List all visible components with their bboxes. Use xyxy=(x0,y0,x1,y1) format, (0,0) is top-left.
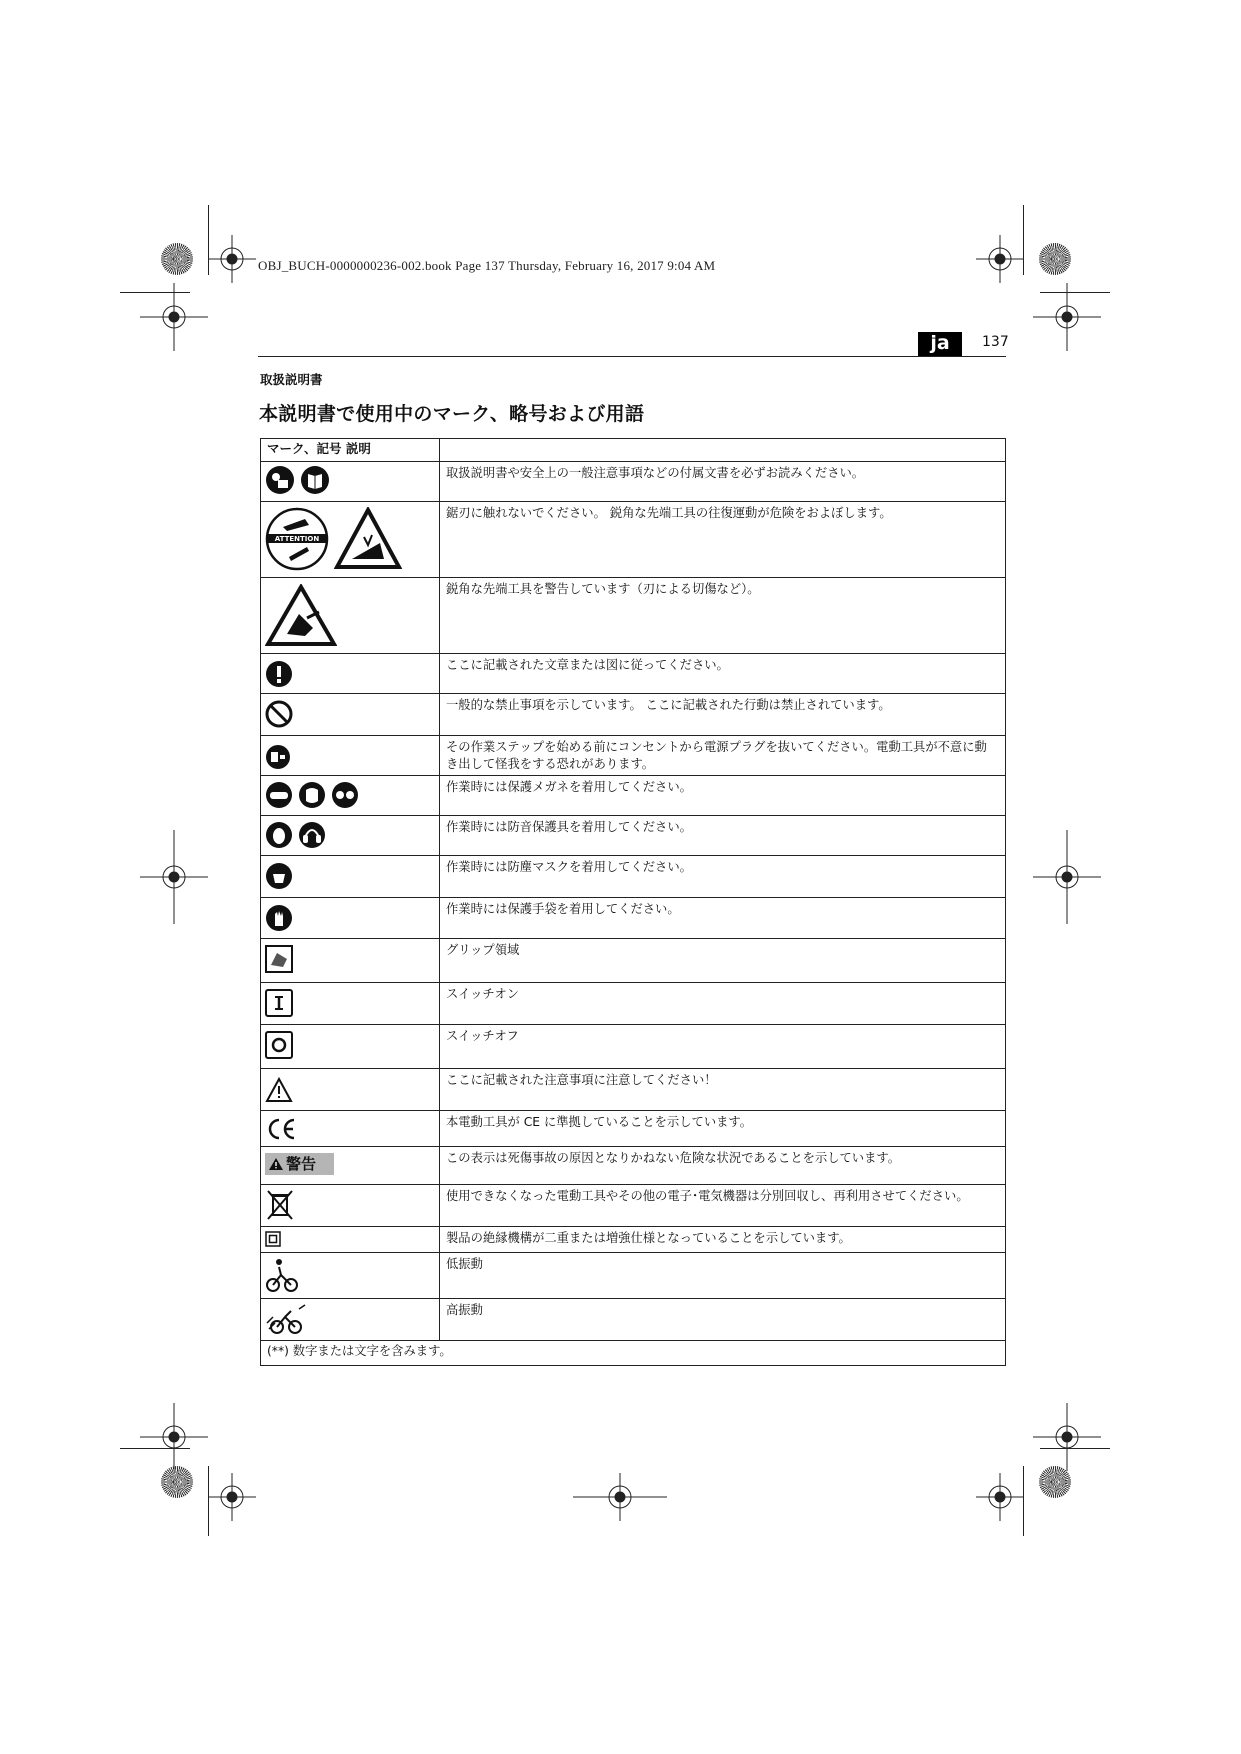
mandatory-exclamation-icon xyxy=(265,660,293,688)
table-row xyxy=(261,1253,1006,1299)
column-header: マーク、記号 説明 xyxy=(261,439,440,462)
row-description: 作業時には防音保護具を着用してください。 xyxy=(440,816,1006,856)
goggles-icon xyxy=(265,781,293,809)
weee-bin-icon xyxy=(265,1189,295,1221)
switch-off-icon xyxy=(265,1031,293,1059)
attention-blade-icon xyxy=(265,507,329,571)
grip-area-icon xyxy=(265,945,293,973)
caution-triangle-icon xyxy=(265,1077,293,1103)
read-manual-icon xyxy=(265,465,295,495)
table-footnote-row xyxy=(261,1341,1006,1366)
table-row xyxy=(261,898,1006,939)
language-tab: ja xyxy=(918,332,962,356)
warning-signal-word-icon xyxy=(265,1153,334,1175)
page-title: 本説明書で使用中のマーク、略号および用語 xyxy=(259,403,645,425)
page-number: 137 xyxy=(982,334,1009,350)
table-row xyxy=(261,694,1006,736)
table-row xyxy=(261,1299,1006,1341)
table-row xyxy=(261,939,1006,983)
warning-triangle-sparks-icon xyxy=(334,507,402,571)
high-vibration-icon xyxy=(265,1303,307,1335)
ear-protection-icon xyxy=(265,821,293,849)
table-row xyxy=(261,578,1006,654)
footnote: (**) 数字または文字を含みます。 xyxy=(261,1341,1006,1366)
face-shield-icon xyxy=(298,781,326,809)
ce-mark-icon xyxy=(265,1116,297,1142)
row-description: 使用できなくなった電動工具やその他の電子･電気機器は分別回収し、再利用させてください。 xyxy=(440,1185,1006,1227)
row-description: スイッチオフ xyxy=(440,1025,1006,1069)
row-description: 作業時には保護手袋を着用してください。 xyxy=(440,898,1006,939)
row-description: スイッチオン xyxy=(440,983,1006,1025)
table-row xyxy=(261,1069,1006,1111)
safety-glasses-icon xyxy=(331,781,359,809)
row-description: 低振動 xyxy=(440,1253,1006,1299)
row-description: 高振動 xyxy=(440,1299,1006,1341)
table-row xyxy=(261,856,1006,898)
table-row xyxy=(261,502,1006,578)
row-description: その作業ステップを始める前にコンセントから電源プラグを抜いてください。電動工具が不意に動き出して怪我をする恐れがあります。 xyxy=(440,736,1006,776)
table-row xyxy=(261,983,1006,1025)
book-icon xyxy=(300,465,330,495)
table-row xyxy=(261,462,1006,502)
row-description: グリップ領域 xyxy=(440,939,1006,983)
gloves-icon xyxy=(265,904,293,932)
symbols-table xyxy=(260,438,1006,1366)
prohibition-icon xyxy=(265,700,293,728)
warning-triangle-cut-icon xyxy=(265,584,337,648)
header-rule xyxy=(258,356,1006,357)
row-description: 作業時には防塵マスクを着用してください。 xyxy=(440,856,1006,898)
table-row xyxy=(261,1227,1006,1253)
row-description: 作業時には保護メガネを着用してください。 xyxy=(440,776,1006,816)
svg-text:ATTENTION: ATTENTION xyxy=(274,535,320,543)
signal-word: 警告 xyxy=(286,1154,317,1173)
row-description: ここに記載された注意事項に注意してください！ xyxy=(440,1069,1006,1111)
switch-on-icon xyxy=(265,989,293,1017)
double-insulation-icon xyxy=(265,1231,281,1247)
table-row xyxy=(261,736,1006,776)
table-row xyxy=(261,1025,1006,1069)
warning-small-triangle-icon xyxy=(268,1157,284,1171)
table-header-row xyxy=(261,439,1006,462)
dust-mask-icon xyxy=(265,862,293,890)
table-row xyxy=(261,1147,1006,1185)
section-label: 取扱説明書 xyxy=(260,372,323,387)
table-row xyxy=(261,1111,1006,1147)
table-row xyxy=(261,1185,1006,1227)
low-vibration-icon xyxy=(265,1257,299,1293)
table-row xyxy=(261,776,1006,816)
row-description: 取扱説明書や安全上の一般注意事項などの付属文書を必ずお読みください。 xyxy=(440,462,1006,502)
row-description: この表示は死傷事故の原因となりかねない危険な状況であることを示しています。 xyxy=(440,1147,1006,1185)
unplug-icon xyxy=(265,744,291,770)
table-row xyxy=(261,816,1006,856)
ear-muffs-icon xyxy=(298,821,326,849)
print-info: OBJ_BUCH-0000000236-002.book Page 137 Thursday, February 16, 2017 9:04 AM xyxy=(258,258,716,273)
row-description: 本電動工具が CE に準拠していることを示しています。 xyxy=(440,1111,1006,1147)
row-description: 一般的な禁止事項を示しています。 ここに記載された行動は禁止されています。 xyxy=(440,694,1006,736)
row-description: ここに記載された文章または図に従ってください。 xyxy=(440,654,1006,694)
row-description: 鋭角な先端工具を警告しています（刃による切傷など）。 xyxy=(440,578,1006,654)
table-row xyxy=(261,654,1006,694)
row-description: 鋸刃に触れないでください。 鋭角な先端工具の往復運動が危険をおよぼします。 xyxy=(440,502,1006,578)
row-description: 製品の絶縁機構が二重または増強仕様となっていることを示しています。 xyxy=(440,1227,1006,1253)
